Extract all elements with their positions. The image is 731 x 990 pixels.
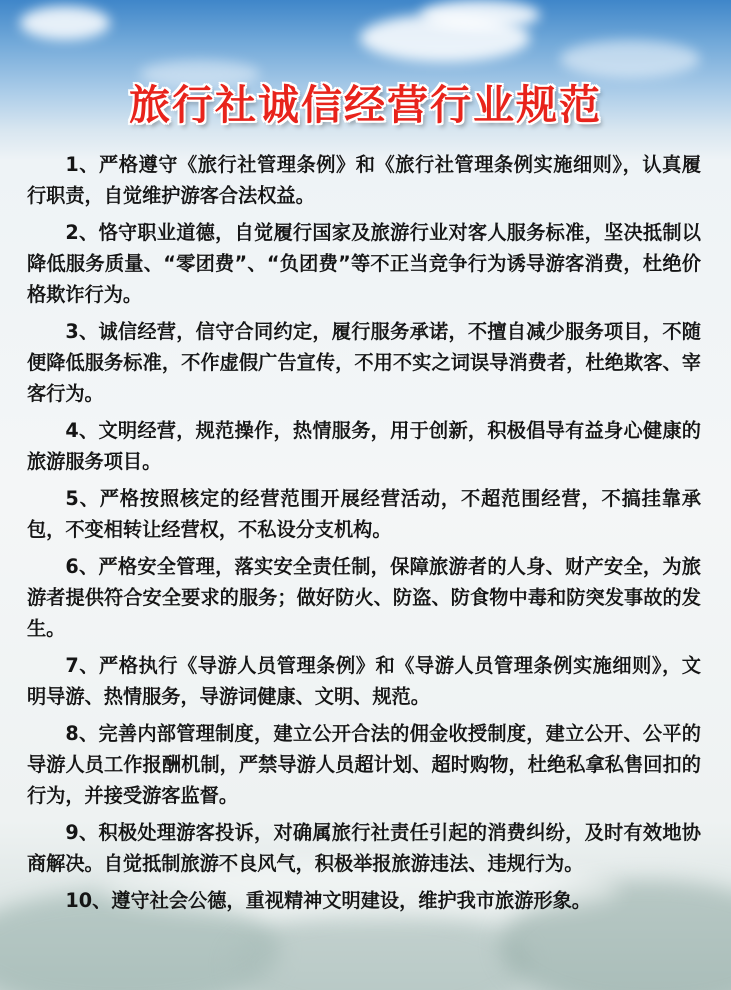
rules-list <box>27 149 701 922</box>
rule-item: 5、严格按照核定的经营范围开展经营活动，不超范围经营，不搞挂靠承包，不变相转让经营权，不私设分支机构。 <box>27 487 701 541</box>
cloud <box>20 6 110 40</box>
rule-item: 3、诚信经营，信守合同约定，履行服务承诺，不擅自减少服务项目，不随便降低服务标准，不作虚假广告宣传，不用不实之词误导消费者，杜绝欺客、宰客行为。 <box>27 320 701 405</box>
mountain-mist <box>230 910 530 990</box>
rule-item: 6、严格安全管理，落实安全责任制，保障旅游者的人身、财产安全，为旅游者提供符合安全要求的服务；做好防火、防盗、防食物中毒和防突发事故的发生。 <box>27 555 701 640</box>
rule-item: 10、遵守社会公德，重视精神文明建设，维护我市旅游形象。 <box>65 889 591 912</box>
cloud <box>420 0 540 30</box>
rule-item: 4、文明经营，规范操作，热情服务，用于创新，积极倡导有益身心健康的旅游服务项目。 <box>27 419 701 473</box>
rule-item: 8、完善内部管理制度，建立公开合法的佣金收授制度，建立公开、公平的导游人员工作报酬机制，严禁导游人员超计划、超时购物，杜绝私拿私售回扣的行为，并接受游客监督。 <box>27 722 701 807</box>
rule-item: 1、严格遵守《旅行社管理条例》和《旅行社管理条例实施细则》，认真履行职责，自觉维护游客合法权益。 <box>27 153 701 207</box>
rule-item: 9、积极处理游客投诉，对确属旅行社责任引起的消费纠纷，及时有效地协商解决。自觉抵制旅游不良风气，积极举报旅游违法、违规行为。 <box>27 821 701 875</box>
poster-title: 旅行社诚信经营行业规范 <box>129 81 602 129</box>
rule-item: 2、恪守职业道德，自觉履行国家及旅游行业对客人服务标准，坚决抵制以降低服务质量、“零团费”、“负团费”等不正当竞争行为诱导游客消费，杜绝价格欺诈行为。 <box>27 221 701 306</box>
rule-item: 7、严格执行《导游人员管理条例》和《导游人员管理条例实施细则》，文明导游、热情服务，导游词健康、文明、规范。 <box>27 654 701 708</box>
